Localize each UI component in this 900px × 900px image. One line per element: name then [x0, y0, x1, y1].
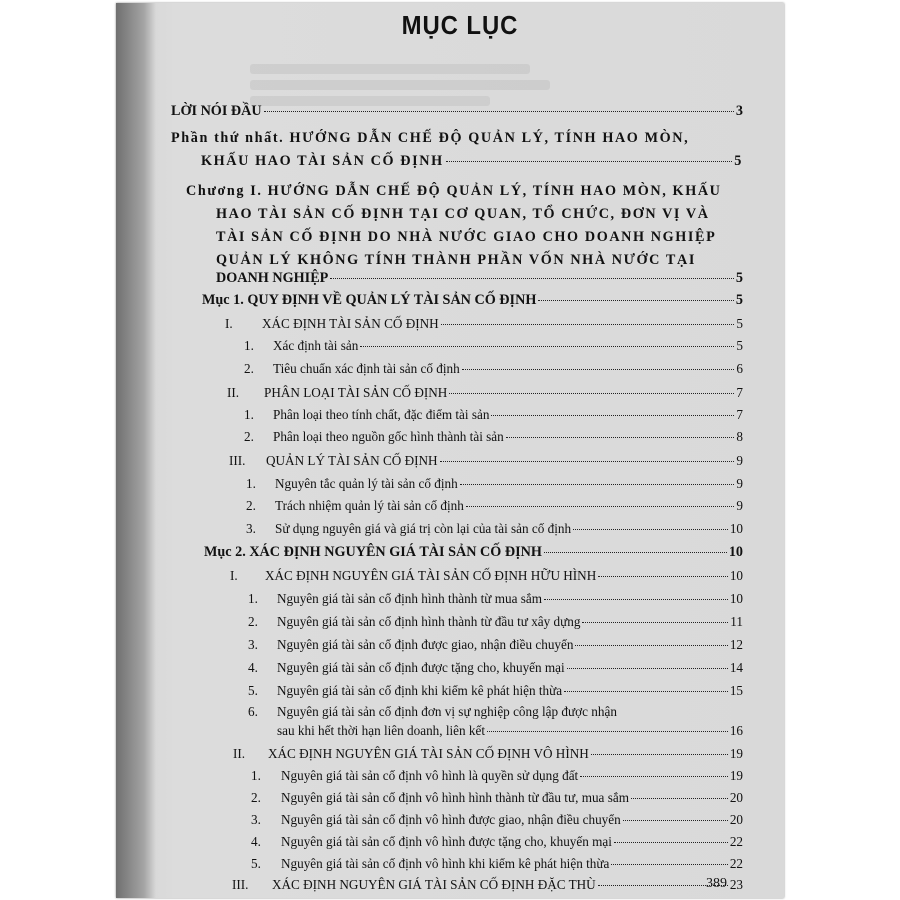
toc-entry-number: 1.: [246, 476, 256, 491]
toc-entry-page: 5: [736, 338, 743, 353]
toc-entry-item[interactable]: [275, 521, 743, 537]
toc-entry-number: III.: [229, 453, 246, 468]
page-title: MỤC LỤC: [401, 10, 519, 40]
toc-entry-label: Xác định tài sản: [273, 338, 359, 353]
leader-dots: [591, 754, 728, 755]
leader-dots: [544, 599, 728, 600]
toc-entry-number: III.: [232, 877, 249, 892]
toc-entry-chapter-one-line[interactable]: QUẢN LÝ KHÔNG TÍNH THÀNH PHẦN VỐN NHÀ NƯỚC TẠI: [216, 252, 696, 268]
leader-dots: [462, 369, 735, 370]
toc-entry-page: 22: [729, 856, 743, 871]
toc-entry-page: 22: [729, 834, 743, 849]
toc-entry-label: Tiêu chuẩn xác định tài sản cố định: [273, 361, 460, 376]
toc-entry-number: 2.: [246, 498, 256, 513]
leader-dots: [491, 415, 734, 416]
toc-entry-preface[interactable]: [171, 103, 743, 120]
toc-entry-label: XÁC ĐỊNH NGUYÊN GIÁ TÀI SẢN CỐ ĐỊNH HỮU HÌNH: [265, 568, 597, 583]
page-number: 389: [706, 876, 727, 891]
toc-entry-item[interactable]: [277, 723, 743, 739]
toc-entry-item[interactable]: [273, 407, 743, 423]
leader-dots: [611, 864, 727, 865]
toc-entry-label: Mục 1. QUY ĐỊNH VỀ QUẢN LÝ TÀI SẢN CỐ ĐỊNH: [202, 292, 537, 308]
toc-entry-number: I.: [230, 568, 238, 583]
toc-entry-item[interactable]: [275, 498, 743, 514]
toc-entry-item[interactable]: [275, 476, 743, 492]
toc-entry-number: 3.: [246, 521, 256, 536]
toc-entry-item[interactable]: [281, 790, 743, 806]
bleed-through-text: [250, 80, 550, 90]
toc-entry-chapter-one-line[interactable]: TÀI SẢN CỐ ĐỊNH DO NHÀ NƯỚC GIAO CHO DOANH NGHIỆP: [216, 229, 717, 245]
toc-entry-number: 5.: [251, 856, 261, 871]
toc-entry-label: Nguyên giá tài sản cố định vô hình khi kiểm kê phát hiện thừa: [281, 856, 610, 871]
toc-entry-number: 2.: [244, 429, 254, 444]
toc-entry-number: II.: [227, 385, 240, 400]
toc-entry-item[interactable]: [268, 746, 743, 762]
leader-dots: [544, 552, 727, 553]
toc-entry-page: 9: [736, 453, 743, 468]
toc-entry-number: 1.: [248, 591, 258, 606]
toc-entry-label: XÁC ĐỊNH TÀI SẢN CỐ ĐỊNH: [262, 316, 439, 331]
toc-entry-item[interactable]: [264, 385, 743, 401]
toc-entry-item[interactable]: [266, 453, 743, 469]
toc-entry-part-one[interactable]: [201, 153, 743, 170]
leader-dots: [449, 393, 734, 394]
toc-entry-item[interactable]: [277, 637, 743, 653]
leader-dots: [567, 668, 728, 669]
toc-entry-label: Nguyên tắc quản lý tài sản cố định: [275, 476, 458, 491]
toc-entry-page: 5: [735, 270, 743, 286]
toc-entry-page: 10: [729, 568, 743, 583]
toc-entry-page: 9: [736, 476, 743, 491]
toc-entry-page: 10: [729, 521, 743, 536]
toc-entry-page: 7: [736, 385, 743, 400]
toc-entry-item[interactable]: [277, 660, 743, 676]
leader-dots: [264, 111, 734, 112]
toc-entry-page: 12: [729, 637, 743, 652]
toc-entry-item[interactable]: [281, 834, 743, 850]
toc-entry-page: 20: [729, 790, 743, 805]
toc-entry-label: Sử dụng nguyên giá và giá trị còn lại của tài sản cố định: [275, 521, 572, 536]
toc-entry-number: I.: [225, 316, 233, 331]
toc-entry-label: XÁC ĐỊNH NGUYÊN GIÁ TÀI SẢN CỐ ĐỊNH ĐẶC THÙ: [272, 877, 596, 892]
toc-entry-page: 15: [729, 683, 743, 698]
toc-entry-page: 20: [729, 812, 743, 827]
toc-entry-section-two[interactable]: [204, 544, 743, 561]
toc-entry-label: KHẤU HAO TÀI SẢN CỐ ĐỊNH: [201, 153, 444, 169]
leader-dots: [631, 798, 728, 799]
toc-entry-number: 1.: [244, 407, 254, 422]
toc-entry-label: Mục 2. XÁC ĐỊNH NGUYÊN GIÁ TÀI SẢN CỐ ĐỊNH: [204, 544, 542, 560]
toc-entry-part-one-line[interactable]: Phần thứ nhất. HƯỚNG DẪN CHẾ ĐỘ QUẢN LÝ, TÍNH HAO MÒN,: [171, 130, 690, 146]
leader-dots: [466, 506, 735, 507]
toc-entry-number: 2.: [251, 790, 261, 805]
toc-entry-label: Nguyên giá tài sản cố định khi kiểm kê phát hiện thừa: [277, 683, 563, 698]
toc-entry-page: 5: [735, 292, 743, 308]
toc-entry-number: 3.: [248, 637, 258, 652]
toc-entry-page: 8: [736, 429, 743, 444]
toc-entry-label: QUẢN LÝ TÀI SẢN CỐ ĐỊNH: [266, 453, 438, 468]
toc-entry-page: 5: [736, 316, 743, 331]
toc-entry-item[interactable]: [277, 614, 743, 630]
leader-dots: [580, 776, 728, 777]
toc-entry-item[interactable]: [265, 568, 743, 584]
toc-entry-item[interactable]: [281, 768, 743, 784]
leader-dots: [460, 484, 735, 485]
leader-dots: [564, 691, 728, 692]
toc-entry-page: 7: [736, 407, 743, 422]
leader-dots: [575, 645, 727, 646]
leader-dots: [360, 346, 734, 347]
toc-entry-label: Trách nhiệm quản lý tài sản cố định: [275, 498, 464, 513]
toc-entry-number: 4.: [251, 834, 261, 849]
toc-entry-number: 3.: [251, 812, 261, 827]
toc-entry-item[interactable]: [277, 683, 743, 699]
toc-entry-label: Nguyên giá tài sản cố định hình thành từ đầu tư xây dựng: [277, 614, 581, 629]
toc-entry-label: Nguyên giá tài sản cố định vô hình hình thành từ đầu tư, mua sắm: [281, 790, 629, 805]
leader-dots: [582, 622, 728, 623]
leader-dots: [598, 576, 728, 577]
toc-entry-number: 1.: [251, 768, 261, 783]
toc-entry-page: 3: [735, 103, 743, 119]
leader-dots: [623, 820, 728, 821]
toc-entry-page: 19: [729, 746, 743, 761]
toc-entry-label: Nguyên giá tài sản cố định được giao, nhận điều chuyển: [277, 637, 574, 652]
toc-entry-page: 9: [736, 498, 743, 513]
toc-entry-item-line[interactable]: Nguyên giá tài sản cố định đơn vị sự nghiệp công lập được nhận: [277, 704, 617, 719]
leader-dots: [487, 731, 728, 732]
leader-dots: [440, 461, 735, 462]
toc-entry-label: Nguyên giá tài sản cố định được tặng cho, khuyến mại: [277, 660, 565, 675]
leader-dots: [446, 161, 733, 162]
toc-entry-label: LỜI NÓI ĐẦU: [171, 103, 262, 119]
toc-entry-label: Nguyên giá tài sản cố định hình thành từ mua sắm: [277, 591, 542, 606]
leader-dots: [441, 324, 735, 325]
toc-entry-page: 6: [736, 361, 743, 376]
toc-entry-number: 4.: [248, 660, 258, 675]
toc-entry-page: 11: [730, 614, 743, 629]
toc-entry-number: 5.: [248, 683, 258, 698]
toc-entry-number: 2.: [244, 361, 254, 376]
toc-entry-label: Phân loại theo nguồn gốc hình thành tài sản: [273, 429, 504, 444]
toc-entry-item[interactable]: [281, 856, 743, 872]
toc-entry-label: sau khi hết thời hạn liên doanh, liên kết: [277, 723, 486, 738]
toc-entry-item[interactable]: [272, 877, 743, 893]
leader-dots: [330, 278, 734, 279]
toc-entry-page: 19: [729, 768, 743, 783]
toc-entry-item[interactable]: [281, 812, 743, 828]
leader-dots: [506, 437, 735, 438]
toc-entry-number: 6.: [248, 704, 258, 719]
leader-dots: [538, 300, 734, 301]
toc-entry-item[interactable]: [262, 316, 743, 332]
toc-entry-page: 5: [734, 153, 743, 169]
toc-entry-label: Nguyên giá tài sản cố định vô hình được tặng cho, khuyến mại: [281, 834, 612, 849]
toc-entry-page: 14: [729, 660, 743, 675]
toc-entry-label: Phân loại theo tính chất, đặc điểm tài sản: [273, 407, 490, 422]
toc-entry-label: DOANH NGHIỆP: [216, 270, 329, 286]
toc-entry-chapter-one-line[interactable]: Chương I. HƯỚNG DẪN CHẾ ĐỘ QUẢN LÝ, TÍNH HAO MÒN, KHẤU: [186, 183, 722, 199]
leader-dots: [614, 842, 728, 843]
toc-entry-number: II.: [233, 746, 246, 761]
toc-entry-item[interactable]: [273, 338, 743, 354]
bleed-through-text: [250, 64, 530, 74]
toc-entry-page: 23: [729, 877, 743, 892]
toc-entry-item[interactable]: [273, 429, 743, 445]
toc-entry-label: Nguyên giá tài sản cố định vô hình là quyền sử dụng đất: [281, 768, 579, 783]
toc-entry-number: 2.: [248, 614, 258, 629]
toc-entry-number: 1.: [244, 338, 254, 353]
toc-entry-item[interactable]: [273, 361, 743, 377]
toc-entry-label: Nguyên giá tài sản cố định vô hình được giao, nhận điều chuyển: [281, 812, 621, 827]
toc-entry-item[interactable]: [277, 591, 743, 607]
toc-entry-section-one[interactable]: [202, 292, 743, 309]
toc-entry-page: 16: [729, 723, 743, 738]
toc-entry-page: 10: [729, 591, 743, 606]
page-binding-shadow: [116, 3, 156, 898]
toc-entry-label: XÁC ĐỊNH NGUYÊN GIÁ TÀI SẢN CỐ ĐỊNH VÔ HÌNH: [268, 746, 589, 761]
toc-entry-chapter-one-line[interactable]: HAO TÀI SẢN CỐ ĐỊNH TẠI CƠ QUAN, TỔ CHỨC, ĐƠN VỊ VÀ: [216, 206, 710, 222]
toc-entry-label: PHÂN LOẠI TÀI SẢN CỐ ĐỊNH: [264, 385, 448, 400]
toc-entry-page: 10: [728, 544, 743, 560]
leader-dots: [573, 529, 728, 530]
toc-entry-chapter-one[interactable]: [216, 270, 743, 287]
